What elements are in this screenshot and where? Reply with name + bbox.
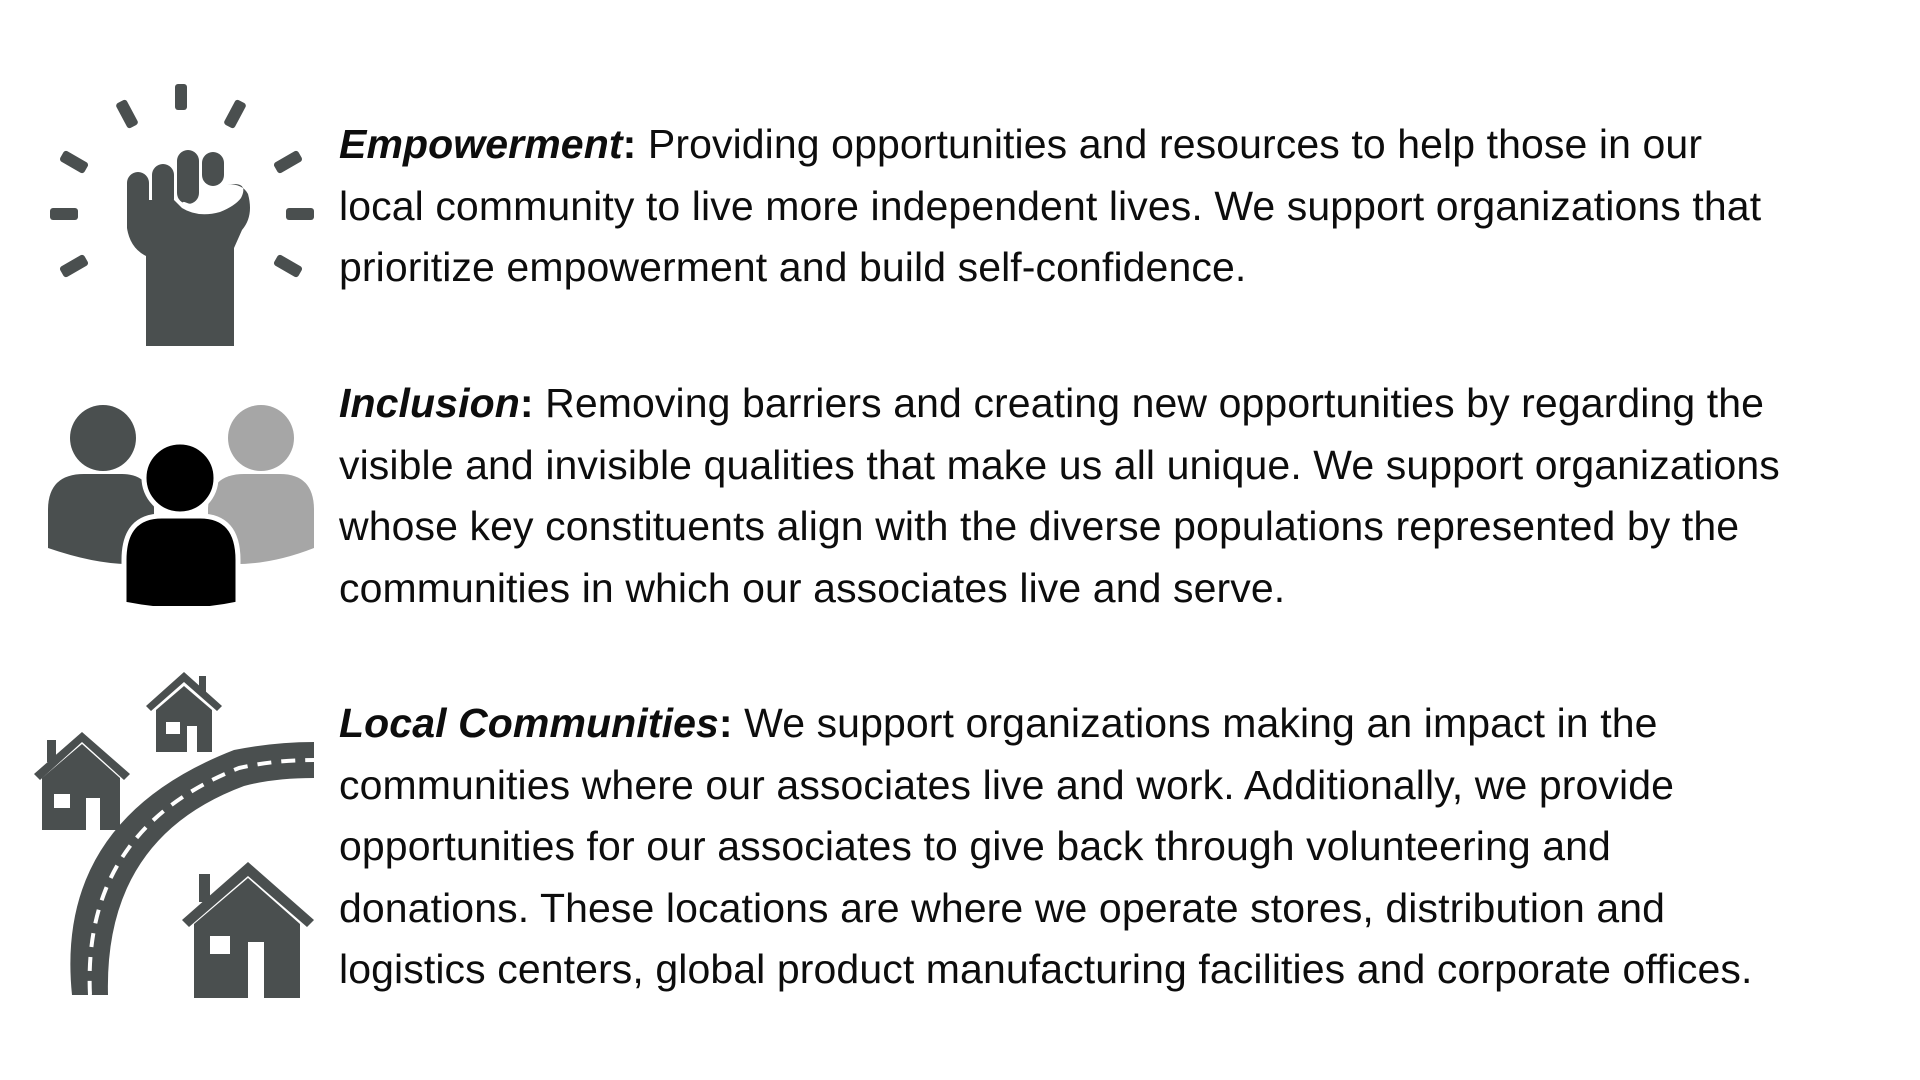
- paragraph-line: logistics centers, global product manufacturing facilities and corporate offices.: [339, 946, 1753, 992]
- houses-and-road-icon: [34, 670, 320, 1000]
- line-text: Providing opportunities and resources to help those in our: [636, 121, 1703, 167]
- line-text: Removing barriers and creating new opportunities by regarding the: [533, 380, 1765, 426]
- term-colon: :: [519, 380, 534, 426]
- paragraph-line: visible and invisible qualities that make us all unique. We support organizations: [339, 441, 1780, 488]
- paragraph-line: local community to live more independent lives. We support organizations that: [339, 182, 1762, 229]
- section-term: Local Communities: [339, 700, 719, 746]
- line-text: We support organizations making an impact in the: [732, 700, 1658, 746]
- paragraph-line: communities where our associates live and work. Additionally, we provide: [339, 761, 1675, 808]
- paragraph-line: [339, 693, 1899, 755]
- paragraph-line: opportunities for our associates to give back through volunteering and: [339, 823, 1611, 869]
- paragraph-line: communities in which our associates live and serve.: [339, 564, 1286, 611]
- local-communities-paragraph: [339, 693, 1899, 1001]
- section-term: Inclusion: [339, 380, 520, 426]
- paragraph-line: prioritize empowerment and build self-confidence.: [339, 244, 1247, 290]
- term-colon: :: [622, 121, 637, 167]
- paragraph-line: donations. These locations are where we operate stores, distribution and: [339, 884, 1666, 931]
- term-colon: :: [718, 700, 733, 746]
- section-term: Empowerment: [339, 121, 623, 167]
- paragraph-line: whose key constituents align with the diverse populations represented by the: [339, 503, 1740, 549]
